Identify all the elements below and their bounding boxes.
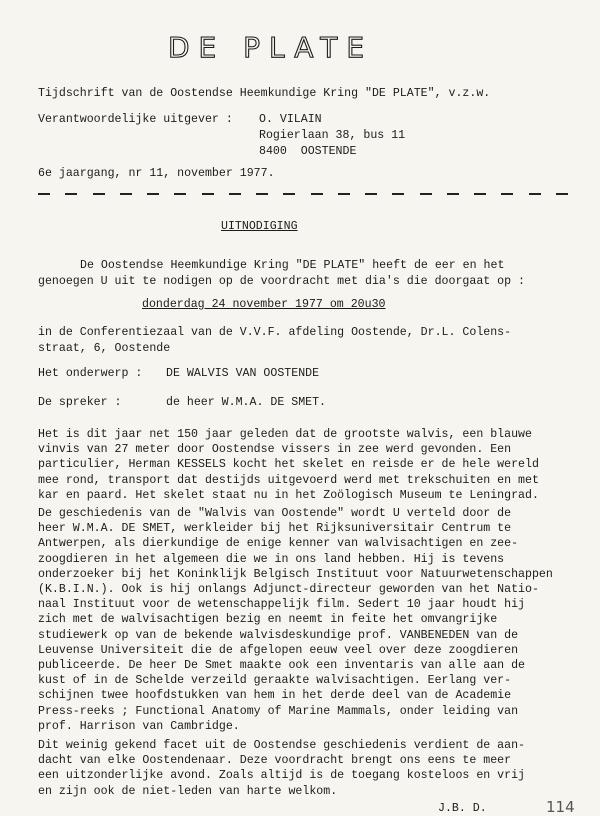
para2-line: heer W.M.A. DE SMET, werkleider bij het Rijksuniversitair Centrum te	[38, 522, 512, 536]
subject-value: DE WALVIS VAN OOSTENDE	[166, 367, 320, 380]
intro-line-1: De Oostendse Heemkundige Kring "DE PLATE" heeft de eer en het	[80, 259, 505, 272]
para2-line: Leuvense Universiteit die de afgelopen eeuw veel over deze zoogdieren	[38, 643, 519, 657]
para2-line: prof. Harrison van Cambridge.	[38, 719, 240, 733]
page-number: 114	[546, 797, 575, 816]
para2-line: schijnen twee hoofdstukken van hem in het derde deel van de Academie	[38, 689, 512, 703]
event-date: donderdag 24 november 1977 om 20u30	[142, 298, 386, 311]
venue-line-1: in de Conferentiezaal van de V.V.F. afdeling Oostende, Dr.L. Colens-	[38, 326, 512, 339]
para2-line: (K.B.I.N.). Ook is hij onlangs Adjunct-directeur geworden van het Natio-	[38, 583, 539, 596]
publisher-name: O. VILAIN	[259, 113, 322, 126]
masthead-subtitle: Tijdschrift van de Oostendse Heemkundige Kring "DE PLATE", v.z.w.	[38, 87, 491, 100]
para2-line: naal Instituut voor de wetenschappelijk film. Sedert 10 jaar houdt hij	[38, 598, 526, 612]
speaker-label: De spreker :	[38, 396, 122, 409]
para2-line: zich met de walvisachtigen bezig en neemt in feite het omvangrijke	[38, 613, 498, 627]
invitation-heading: UITNODIGING	[221, 220, 298, 233]
para2-line: Press-reeks ; Functional Anatomy of Marine Mammals, onder leiding van	[38, 704, 519, 718]
para2-line: De geschiedenis van de "Walvis van Oostende" wordt U verteld door de	[38, 507, 512, 520]
para1-line: vinvis van 27 meter door Oostendse vissers in zee werd gevonden. Een	[38, 443, 512, 457]
para1-line: mee rond, transport dat destijds uitgevoerd werd met trekschuiten en met	[38, 473, 539, 487]
para2-line: publiceerde. De heer De Smet maakte ook een inventaris van alle aan de	[38, 659, 526, 672]
para3-line: een uitzonderlijke avond. Zoals altijd is de toegang kosteloos en vrij	[38, 769, 526, 783]
issue-line: 6e jaargang, nr 11, november 1977.	[38, 167, 275, 180]
para2-line: Antwerpen, als dierkundige de enige kenner van walvisachtigen en zee-	[38, 537, 519, 551]
para2-line: zoogdieren in het algemeen die we in ons land hebben. Hij is tevens	[38, 552, 505, 566]
signature: J.B. D.	[438, 801, 487, 815]
para1-line: Het is dit jaar net 150 jaar geleden dat de grootste walvis, een blauwe	[38, 428, 532, 441]
para2-line: onderzoeker bij het Koninklijk Belgisch Instituut voor Natuurwetenschappen	[38, 567, 553, 581]
subject-label: Het onderwerp :	[38, 367, 143, 380]
intro-line-2: genoegen U uit te nodigen op de voordracht met dia's die doorgaat op :	[38, 275, 526, 288]
speaker-value: de heer W.M.A. DE SMET.	[166, 396, 327, 409]
para3-line: dacht van elke Oostendenaar. Deze voordracht brengt ons eens te meer	[38, 754, 512, 768]
para3-line: Dit weinig gekend facet uit de Oostendse geschiedenis verdient de aan-	[38, 739, 526, 752]
para3-line: en zijn ook de niet-leden van harte welkom.	[38, 784, 338, 798]
publisher-city: 8400 OOSTENDE	[259, 145, 357, 158]
masthead-title: DE PLATE	[168, 31, 374, 64]
separator-dashes	[38, 190, 568, 198]
publisher-label: Verantwoordelijke uitgever :	[38, 113, 233, 126]
venue-line-2: straat, 6, Oostende	[38, 342, 171, 355]
para2-line: studiewerk op van de bekende walvisdeskundige prof. VANBENEDEN van de	[38, 628, 519, 642]
para1-line: particulier, Herman KESSELS kocht het skelet en reisde er de hele wereld	[38, 458, 539, 472]
para1-line: kar en paard. Het skelet staat nu in het Zoölogisch Museum te Leningrad.	[38, 488, 539, 502]
para2-line: kust of in de Schelde verzeild geraakte walvisachtigen. Eerlang ver-	[38, 674, 512, 688]
publisher-street: Rogierlaan 38, bus 11	[259, 129, 406, 142]
